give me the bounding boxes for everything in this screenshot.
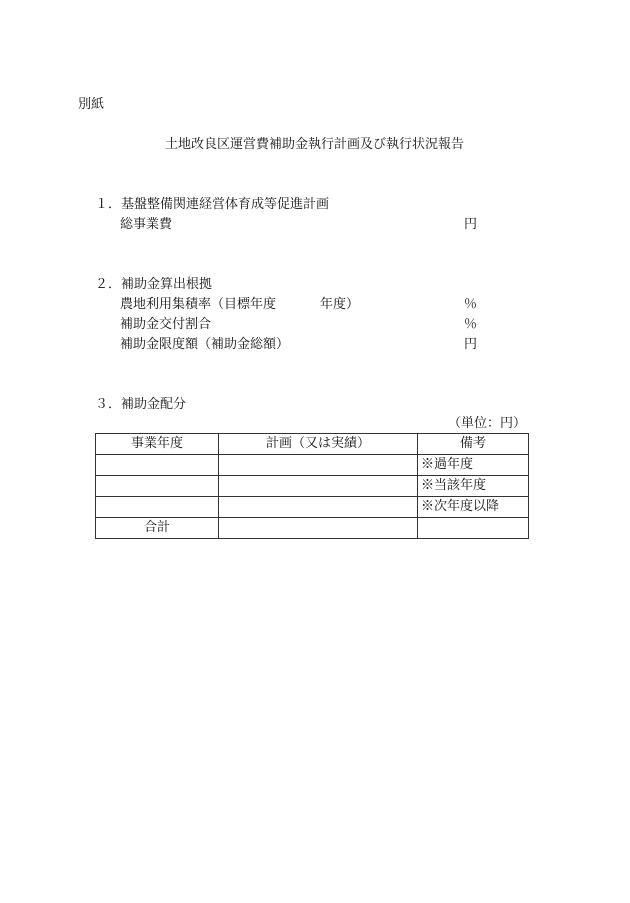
grant-limit-unit: 円 bbox=[464, 337, 478, 352]
allocation-table bbox=[95, 433, 529, 539]
grant-limit-label: 補助金限度額（補助金総額） bbox=[120, 337, 290, 352]
section-1-heading: １．基盤整備関連経営体育成等促進計画 bbox=[95, 197, 330, 212]
table-row bbox=[96, 455, 529, 476]
header-fiscal-year: 事業年度 bbox=[96, 434, 219, 455]
consolidation-rate-year-suffix: 年度） bbox=[320, 297, 360, 312]
cell-plan[interactable] bbox=[219, 497, 418, 518]
section-3-heading: ３．補助金配分 bbox=[95, 397, 187, 412]
table-row bbox=[96, 497, 529, 518]
total-cost-label: 総事業費 bbox=[120, 217, 173, 232]
cell-remarks: ※過年度 bbox=[418, 455, 529, 476]
grant-ratio-unit: ％ bbox=[464, 317, 478, 332]
cell-total-remarks bbox=[418, 518, 529, 539]
table-total-row bbox=[96, 518, 529, 539]
total-label: 合計 bbox=[96, 518, 219, 539]
section-2-heading: ２．補助金算出根拠 bbox=[95, 277, 213, 292]
unit-note: （単位：円） bbox=[448, 416, 527, 431]
table-row bbox=[96, 476, 529, 497]
table-header-row bbox=[96, 434, 529, 455]
cell-year[interactable] bbox=[96, 497, 219, 518]
cell-total-plan[interactable] bbox=[219, 518, 418, 539]
cell-year[interactable] bbox=[96, 455, 219, 476]
consolidation-rate-unit: ％ bbox=[464, 297, 478, 312]
cell-remarks: ※当該年度 bbox=[418, 476, 529, 497]
cell-remarks: ※次年度以降 bbox=[418, 497, 529, 518]
consolidation-rate-label: 農地利用集積率（目標年度 bbox=[120, 297, 277, 312]
page-title: 土地改良区運営費補助金執行計画及び執行状況報告 bbox=[165, 137, 465, 152]
attachment-label: 別紙 bbox=[78, 97, 105, 112]
cell-year[interactable] bbox=[96, 476, 219, 497]
cell-plan[interactable] bbox=[219, 455, 418, 476]
total-cost-unit: 円 bbox=[464, 217, 478, 232]
grant-ratio-label: 補助金交付割合 bbox=[120, 317, 212, 332]
cell-plan[interactable] bbox=[219, 476, 418, 497]
header-plan: 計画（又は実績） bbox=[219, 434, 418, 455]
header-remarks: 備考 bbox=[418, 434, 529, 455]
